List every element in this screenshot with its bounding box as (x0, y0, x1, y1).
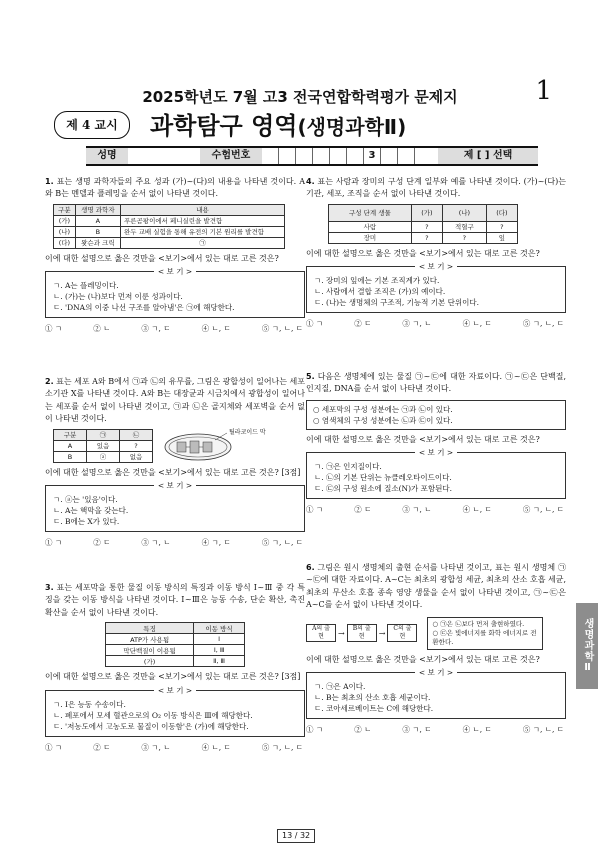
q2-cell: B (54, 451, 87, 462)
q4-cell: 잎 (486, 232, 517, 243)
q6-bogi (306, 668, 566, 719)
q1-cell: 완두 교배 실험을 통해 유전의 기본 원리를 발견함 (120, 226, 284, 237)
page-indicator: 13 / 32 (277, 829, 315, 843)
q4-bogi (306, 262, 566, 313)
bogi-item: ㄷ. '저농도에서 고농도로 물질이 이동함'은 (가)에 해당한다. (53, 721, 249, 731)
bogi-item: ㄷ. B에는 X가 있다. (53, 517, 120, 527)
name-field[interactable] (128, 148, 200, 164)
q4-text: 표는 사람과 장미의 구성 단계 일부와 예를 나타낸 것이다. (가)~(다)는 기관, 세포, 조직을 순서 없이 나타낸 것이다. (306, 177, 566, 199)
name-label: 성명 (86, 148, 128, 164)
q3-cell: Ⅰ (194, 634, 245, 645)
q3-number: 3. (45, 583, 54, 592)
q3-cell: Ⅰ, Ⅲ (194, 645, 245, 656)
choice[interactable]: ② ㄷ (93, 742, 111, 752)
q1-bogi (45, 267, 305, 318)
q2-number: 2. (45, 377, 54, 386)
question-6 (306, 562, 566, 735)
student-info-bar (86, 146, 538, 166)
q4-choices (306, 318, 566, 329)
choice[interactable]: ③ ㄱ, ㄷ (141, 324, 171, 334)
bogi-item: ㄷ. (나)는 생명체의 구조적, 기능적 기본 단위이다. (314, 298, 479, 308)
q1-cell: (다) (54, 237, 76, 248)
page-number: 1 (535, 76, 552, 106)
bogi-item: ㄱ. ㉠은 A이다. (314, 682, 366, 692)
choice[interactable]: ⑤ ㄱ, ㄴ, ㄷ (522, 505, 564, 515)
q3-header-cell: 특징 (106, 623, 194, 634)
q2-header-cell: ㉠ (87, 429, 120, 440)
q5-data-box (306, 400, 566, 430)
arrow-right-icon: → (378, 628, 386, 638)
q4-cell: ? (411, 221, 442, 232)
q4-header-cell: (다) (486, 204, 517, 221)
q1-ask: 이에 대한 설명으로 옳은 것만을 <보기>에서 있는 대로 고른 것은? (45, 253, 279, 263)
choice[interactable]: ⑤ ㄱ, ㄴ, ㄷ (261, 538, 303, 548)
choice[interactable]: ② ㄷ (354, 319, 372, 329)
select-label: 제 [ ] 선택 (438, 148, 538, 164)
q1-cell: (나) (54, 226, 76, 237)
data-line: ○ 세포막의 구성 성분에는 ㉠과 ㉡이 있다. (313, 404, 453, 414)
q1-table (53, 204, 285, 249)
q2-cell: 있음 (87, 440, 120, 451)
flow-step: C의 출현 (387, 624, 417, 642)
q3-cell: (가) (106, 656, 194, 667)
q2-cell: A (54, 440, 87, 451)
q4-header-cell: (가) (411, 204, 442, 221)
q1-cell: A (75, 215, 120, 226)
choice[interactable]: ① ㄱ (306, 725, 324, 735)
q3-header-cell: 이동 방식 (194, 623, 245, 634)
question-2 (45, 376, 305, 548)
choice[interactable]: ⑤ ㄱ, ㄴ, ㄷ (522, 725, 564, 735)
session-badge: 제 4 교시 (54, 111, 130, 139)
q6-flow-diagram (306, 624, 417, 642)
q2-bogi (45, 481, 305, 532)
q1-cell: B (75, 226, 120, 237)
choice[interactable]: ④ ㄴ, ㄷ (201, 742, 231, 752)
q6-choices (306, 724, 566, 735)
q4-number: 4. (306, 177, 315, 186)
choice[interactable]: ④ ㄴ, ㄷ (462, 319, 492, 329)
current-page: 13 (282, 831, 293, 840)
q3-cell: 막단백질이 이용됨 (106, 645, 194, 656)
bogi-item: ㄱ. ㉠은 인지질이다. (314, 462, 382, 472)
q5-ask: 이에 대한 설명으로 옳은 것만을 <보기>에서 있는 대로 고른 것은? (306, 434, 540, 444)
q3-cell: ATP가 사용됨 (106, 634, 194, 645)
choice[interactable]: ③ ㄱ, ㄷ (402, 725, 432, 735)
q1-cell: ㉠ (120, 237, 284, 248)
q2-table (53, 429, 153, 463)
bogi-item: ㄱ. 장미의 잎에는 기본 조직계가 있다. (314, 276, 440, 286)
bogi-item: ㄱ. Ⅰ은 능동 수송이다. (53, 699, 126, 709)
q2-ask: 이에 대한 설명으로 옳은 것만을 <보기>에서 있는 대로 고른 것은? [3점] (45, 467, 301, 477)
choice[interactable]: ⑤ ㄱ, ㄴ, ㄷ (261, 324, 303, 334)
arrow-right-icon: → (338, 628, 345, 638)
q4-cell: ? (486, 221, 517, 232)
q3-bogi (45, 685, 305, 737)
q6-text: 그림은 원시 생명체의 출현 순서를 나타낸 것이고, 표는 원시 생명체 ㉠~㉢에 대한 자료이다. A~C는 최초의 광합성 세균, 최초의 산소 호흡 세균, 최초의 무산소 호흡 종속 영양 생물을 순서 없이 나타낸 것이고, ㉠~㉢은 A~C를 순서 없이 나타낸 것이다. (306, 563, 566, 610)
data-line: ○ ㉢은 빛에너지를 화학 에너지로 전환한다. (432, 628, 537, 646)
bogi-title: < 보 기 > (154, 267, 196, 276)
choice[interactable]: ① ㄱ (306, 319, 324, 329)
q1-cell: 왓슨과 크릭 (75, 237, 120, 248)
q4-header-cell: 구성 단계 생물 (329, 204, 412, 221)
exam-no-digit: 3 (364, 148, 381, 164)
q4-cell: 사람 (329, 221, 412, 232)
choice[interactable]: ③ ㄱ, ㄴ (141, 742, 171, 752)
choice[interactable]: ④ ㄴ, ㄷ (462, 725, 492, 735)
bogi-item: ㄱ. A는 플레밍이다. (53, 281, 119, 291)
q1-cell: (가) (54, 215, 76, 226)
exam-no-field[interactable] (262, 148, 438, 164)
bogi-item: ㄴ. ㉡의 기본 단위는 뉴클레오타이드이다. (314, 473, 452, 483)
exam-no-label: 수험번호 (200, 148, 262, 164)
data-line: ○ ㉠은 ㉡보다 먼저 출현하였다. (432, 619, 525, 628)
flow-step: B의 출현 (347, 624, 377, 642)
thylakoid-label: 틸라코이드 막 (229, 428, 266, 436)
bogi-title: < 보 기 > (154, 686, 196, 695)
q3-text: 표는 세포막을 통한 물질 이동 방식의 특징과 이동 방식 Ⅰ~Ⅲ 중 각 특징을 갖는 이동 방식을 나타낸 것이다. Ⅰ~Ⅲ은 능동 수송, 단순 확산, 촉진 확산을 순서 없이 나타낸 것이다. (45, 583, 305, 617)
q1-text: 표는 생명 과학자들의 주요 성과 (가)~(다)의 내용을 나타낸 것이다. A와 B는 멘델과 플레밍을 순서 없이 나타낸 것이다. (45, 177, 306, 199)
choice[interactable]: ② ㄷ (354, 505, 372, 515)
bogi-item: ㄴ. B는 최초의 산소 호흡 세균이다. (314, 693, 431, 703)
bogi-title: < 보 기 > (415, 668, 457, 677)
bogi-item: ㄷ. ㉢의 구성 원소에 질소(N)가 포함된다. (314, 484, 453, 494)
q3-cell: Ⅱ, Ⅲ (194, 656, 245, 667)
q3-choices (45, 742, 305, 753)
q2-header-cell: 구분 (54, 429, 87, 440)
q2-cell: ⓐ (87, 451, 120, 462)
q1-header-cell: 생명 과학자 (75, 204, 120, 215)
choice[interactable]: ③ ㄱ, ㄴ (402, 505, 432, 515)
choice[interactable]: ⑤ ㄱ, ㄴ, ㄷ (261, 742, 303, 752)
choice[interactable]: ① ㄱ (306, 505, 324, 515)
bogi-item: ㄱ. ⓐ는 '있음'이다. (53, 495, 118, 505)
q5-number: 5. (306, 372, 315, 381)
bogi-item: ㄴ. 사람에서 결합 조직은 (가)의 예이다. (314, 287, 446, 297)
question-4 (306, 176, 566, 329)
q4-cell: ? (411, 232, 442, 243)
subject-paren: (생명과학Ⅱ) (297, 115, 407, 139)
q2-cell: 없음 (120, 451, 153, 462)
question-3 (45, 582, 305, 753)
bogi-item: ㄷ. 코아세르베이트는 C에 해당한다. (314, 704, 434, 714)
bogi-title: < 보 기 > (154, 481, 196, 490)
choice[interactable]: ② ㄷ (93, 538, 111, 548)
choice[interactable]: ① ㄱ (45, 538, 63, 548)
q4-header-cell: (나) (442, 204, 486, 221)
choice[interactable]: ① ㄱ (45, 324, 63, 334)
q3-table (105, 622, 245, 667)
q3-ask: 이에 대한 설명으로 옳은 것만을 <보기>에서 있는 대로 고른 것은? [3점] (45, 672, 301, 682)
q2-text: 표는 세포 A와 B에서 ㉠과 ㉡의 유무를, 그림은 광합성이 일어나는 세포 소기관 X를 나타낸 것이다. A와 B는 대장균과 시금치에서 광합성이 일어나는 세포를 순서 없이 나타낸 것이고, ㉠과 ㉡은 골지체와 세포벽을 순서 없이 나타낸 것이다. (45, 377, 305, 424)
q1-header-cell: 구분 (54, 204, 76, 215)
question-5 (306, 371, 566, 515)
q6-data-box (427, 617, 543, 650)
choice[interactable]: ④ ㄴ, ㄷ (201, 324, 231, 334)
q4-cell: ? (442, 232, 486, 243)
subject-side-tab: 생명과학Ⅱ (576, 603, 598, 689)
bogi-title: < 보 기 > (415, 448, 457, 457)
data-line: ○ 염색체의 구성 성분에는 ㉡과 ㉢이 있다. (313, 415, 453, 425)
subject-title (150, 106, 406, 141)
q5-text: 다음은 생명체에 있는 물질 ㉠~㉢에 대한 자료이다. ㉠~㉢은 단백질, 인지질, DNA를 순서 없이 나타낸 것이다. (306, 372, 566, 394)
q2-cell: ? (120, 440, 153, 451)
q2-choices (45, 537, 305, 548)
choice[interactable]: ③ ㄱ, ㄴ (402, 319, 432, 329)
choice[interactable]: ② ㄴ (93, 324, 111, 334)
q5-bogi (306, 448, 566, 499)
chloroplast-figure (163, 429, 283, 463)
bogi-item: ㄴ. 폐포에서 모세 혈관으로의 O₂ 이동 방식은 Ⅲ에 해당한다. (53, 710, 253, 720)
bogi-item: ㄴ. (가)는 (나)보다 먼저 이룬 성과이다. (53, 292, 183, 302)
q1-cell: 푸른곰팡이에서 페니실린을 발견함 (120, 215, 284, 226)
subject-name: 과학탐구 영역 (150, 112, 298, 140)
q1-header-cell: 내용 (120, 204, 284, 215)
q5-choices (306, 504, 566, 515)
flow-step: A의 출현 (306, 624, 336, 642)
exam-title: 2025학년도 7월 고3 전국연합학력평가 문제지 (142, 88, 458, 106)
q1-number: 1. (45, 177, 54, 186)
choice[interactable]: ② ㄴ (354, 725, 372, 735)
bogi-item: ㄴ. A는 핵막을 갖는다. (53, 506, 129, 516)
choice[interactable]: ① ㄱ (45, 742, 63, 752)
bogi-item: ㄷ. 'DNA의 이중 나선 구조를 알아냄'은 ㉠에 해당한다. (53, 303, 235, 313)
q4-ask: 이에 대한 설명으로 옳은 것만을 <보기>에서 있는 대로 고른 것은? (306, 248, 540, 258)
q4-cell: 적혈구 (442, 221, 486, 232)
chloroplast-icon (163, 432, 233, 462)
bogi-title: < 보 기 > (415, 262, 457, 271)
choice[interactable]: ④ ㄴ, ㄷ (462, 505, 492, 515)
choice[interactable]: ③ ㄱ, ㄴ (141, 538, 171, 548)
question-1 (45, 176, 305, 334)
q6-number: 6. (306, 563, 315, 572)
choice[interactable]: ⑤ ㄱ, ㄴ, ㄷ (522, 319, 564, 329)
total-pages: 32 (299, 831, 311, 840)
q4-cell: 장미 (329, 232, 412, 243)
q2-header-cell: ㉡ (120, 429, 153, 440)
choice[interactable]: ④ ㄱ, ㄷ (201, 538, 231, 548)
q4-table (328, 204, 518, 244)
q6-ask: 이에 대한 설명으로 옳은 것만을 <보기>에서 있는 대로 고른 것은? (306, 654, 540, 664)
q1-choices (45, 323, 305, 334)
